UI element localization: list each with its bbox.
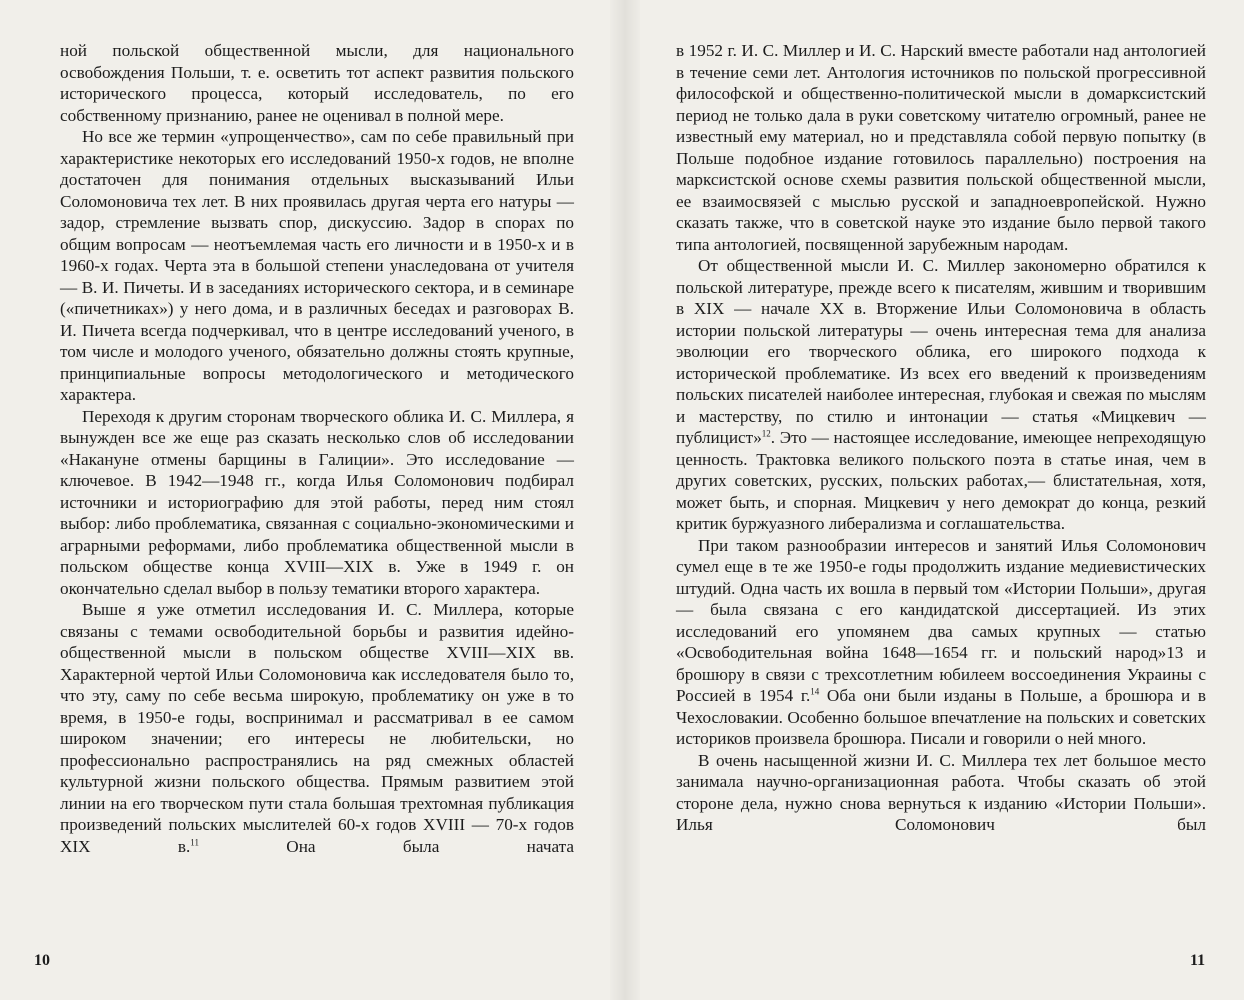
page-number-left: 10: [34, 952, 50, 969]
right-paragraph-1: в 1952 г. И. С. Миллер и И. С. Нарский вместе работали над антологией в течение семи лет. Антология источников по польской прогрессивной философской и общественно-политической мысли в домарксистский период не только дала в руки советскому читателю огромный, ранее не известный ему материал, но и представляла собой первую попытку (в Польше подобное издание готовилось параллельно) построения на марксистской основе схемы развития польской общественной мысли, ее взаимосвязей с мыслью русской и западноевропейской. Нужно сказать также, что в советской науке это издание было первой такого типа антологией, посвященной зарубежным народам.: [676, 41, 1206, 254]
footnote-mark-14: 14: [810, 686, 820, 697]
right-paragraph-4: В очень насыщенной жизни И. С. Миллера тех лет большое место занимала научно-организационная работа. Чтобы сказать об этой стороне дела, нужно снова вернуться к изданию «Истории Польши». Илья Соломонович был: [676, 750, 1206, 834]
left-paragraph-2: Но все же термин «упрощенчество», сам по себе правильный при характеристике некоторых его исследований 1950-х годов, не вполне достаточен для понимания отдельных высказываний Ильи Соломоновича тех лет. В них проявилась другая черта его натуры — задор, стремление вызвать спор, дискуссию. Задор в спорах по общим вопросам — неотъемлемая часть его личности и в 1950-х и в 1960-х годах. Черта эта в большой степени унаследована от учителя — В. И. Пичеты. И в заседаниях исторического сектора, и в семинаре («пичетниках») у него дома, и в различных беседах и разговорах В. И. Пичета всегда подчеркивал, что в центре исследований ученого, в том числе и молодого ученого, обязательно должны стоять крупные, принципиальные вопросы методологического и методического характера.: [60, 127, 574, 404]
book-gutter: [610, 0, 640, 1000]
left-page: [60, 40, 574, 970]
footnote-marks-left: 11: [190, 836, 199, 847]
right-paragraph-3: При таком разнообразии интересов и занятий Илья Соломонович сумел еще в те же 1950-е годы продолжить издание медиевистических штудий. Одна часть их вошла в первый том «Истории Польши», другая — была связана с его кандидатской диссертацией. Из этих исследований его упомянем два самых крупных — статью «Освободительная война 1648—1654 гг. и польский народ»13 и брошюру в связи с трехсотлетним юбилеем воссоединения Украины с Россией в 1954 г.$^{14}$ Оба они были изданы в Польше, а брошюра и в Чехословакии. Особенно большое впечатление на польских и советских историков произвела брошюра. Писали и говорили о ней много.: [676, 535, 1206, 748]
left-paragraph-1: ной польской общественной мысли, для национального освобождения Польши, т. е. осветить тот аспект развития польского исторического процесса, который исследователь, по его собственному признанию, ранее не оценивал в полной мере.: [60, 41, 574, 125]
footnote-mark-12: 12: [761, 428, 771, 439]
right-page: [676, 40, 1206, 970]
left-paragraph-4-text-a: Выше я уже отметил исследования И. С. Миллера, которые связаны с темами освободительной борьбы и развития идейно-общественной мысли в польском обществе XVIII—XIX вв. Характерной чертой Ильи Соломоновича как исследователя было то, что эту, саму по себе весьма широкую, проблематику он уже в то время, в 1950-е годы, воспринимал и рассматривал в ее самом широком значении; его интересы не любительски, но профессионально распространялись на ряд смежных областей культурной жизни польского общества. Прямым развитием этой линии на его творческом пути стала большая трехтомная публикация произведений польских мыслителей 60-х годов XVIII — 70-х годов XIX в.$^{11}$ Она была начата: [60, 600, 574, 856]
left-paragraph-4: [60, 599, 574, 857]
page-number-right: 11: [1190, 952, 1206, 969]
right-paragraph-2: От общественной мысли И. С. Миллер закономерно обратился к польской литературе, прежде всего к писателям, жившим и творившим в XIX — начале XX в. Вторжение Ильи Соломоновича в область истории польской литературы — очень интересная тема для анализа эволюции его творческого облика, его широкого подхода к исторической проблематике. Из всех его введений к произведениям польских писателей наиболее интересная, глубокая и свежая по мыслям и мастерству, по стилю и интонации — статья «Мицкевич — публицист»$^{12}$. Это — настоящее исследование, имеющее непреходящую ценность. Трактовка великого польского поэта в статье иная, чем в других советских, русских, польских работах,— блистательная, хотя, может быть, и спорная. Мицкевич у него демократ до конца, резкий критик буржуазного либерализма и соглашательства.: [676, 256, 1206, 533]
left-paragraph-3: Переходя к другим сторонам творческого облика И. С. Миллера, я вынужден все же еще раз сказать несколько слов об исследовании «Накануне отмены барщины в Галиции». Это исследование — ключевое. В 1942—1948 гг., когда Илья Соломонович подбирал источники и историографию для этой работы, перед ним стоял выбор: либо проблематика, связанная с социально-экономическими и аграрными реформами, либо проблематика общественной мысли в польском обществе конца XVIII—XIX в. Уже в 1949 г. он окончательно сделал выбор в пользу тематики второго характера.: [60, 406, 574, 598]
